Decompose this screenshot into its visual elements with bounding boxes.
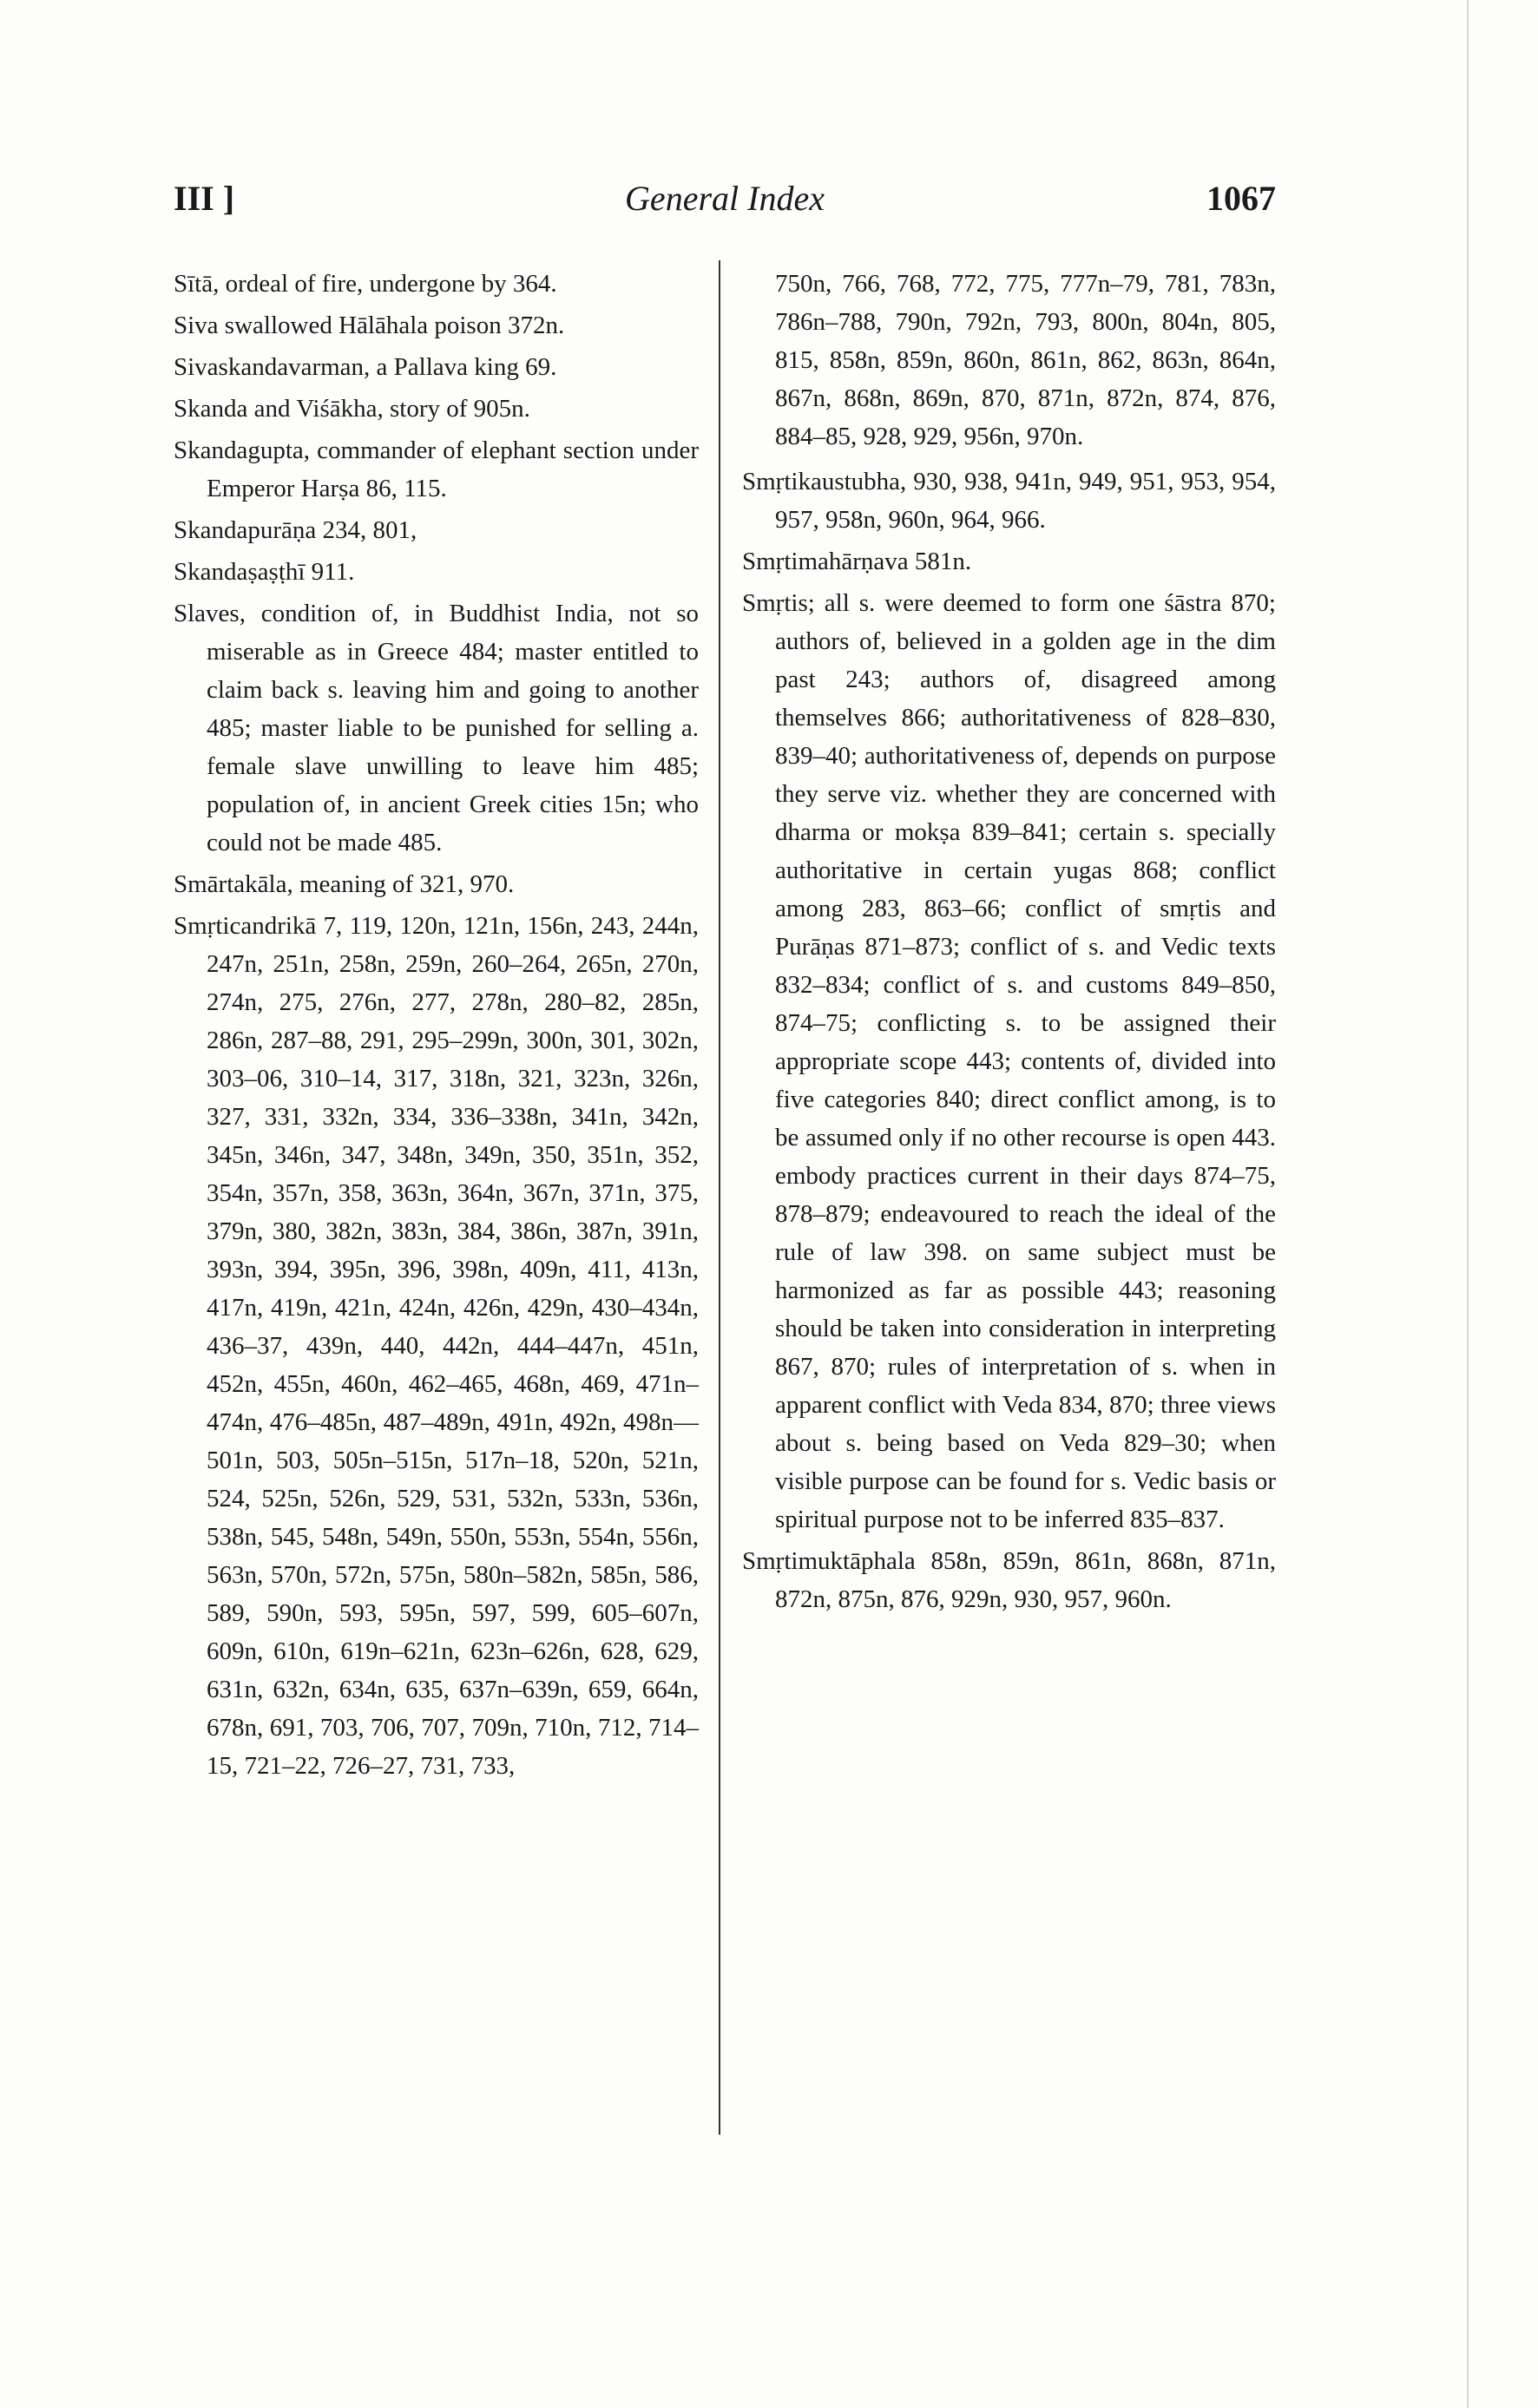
- index-entry: Smṛtimuktāphala 858n, 859n, 861n, 868n, 871n, 872n, 875n, 876, 929n, 930, 957, 960n.: [742, 1547, 1276, 1613]
- section-marker: III ]: [174, 179, 235, 218]
- page-title: General Index: [625, 179, 825, 218]
- index-entry-continuation: 750n, 766, 768, 772, 775, 777n–79, 781, 783n, 786n–788, 790n, 792n, 793, 800n, 804n, 805, 815, 858n, 859n, 860n, 861n, 862, 863n, 864n, 867n, 868n, 869n, 870, 871n, 872n, 874, 876, 884–85, 928, 929, 956n, 970n.: [775, 270, 1276, 450]
- index-entry: Sītā, ordeal of fire, undergone by 364.: [174, 270, 557, 298]
- index-entry: Smārtakāla, meaning of 321, 970.: [174, 870, 515, 898]
- index-entry: Skandagupta, commander of elephant section under Emperor Harṣa 86, 115.: [174, 436, 699, 502]
- index-entry: Smṛticandrikā 7, 119, 120n, 121n, 156n, 243, 244n, 247n, 251n, 258n, 259n, 260–264, 265n, 270n, 274n, 275, 276n, 277, 278n, 280–82, 285n, 286n, 287–88, 291, 295–299n, 300n, 301, 302n, 303–06, 310–14, 317, 318n, 321, 323n, 326n, 327, 331, 332n, 334, 336–338n, 341n, 342n, 345n, 346n, 347, 348n, 349n, 350, 351n, 352, 354n, 357n, 358, 363n, 364n, 367n, 371n, 375, 379n, 380, 382n, 383n, 384, 386n, 387n, 391n, 393n, 394, 395n, 396, 398n, 409n, 411, 413n, 417n, 419n, 421n, 424n, 426n, 429n, 430–434n, 436–37, 439n, 440, 442n, 444–447n, 451n, 452n, 455n, 460n, 462–465, 468n, 469, 471n–474n, 476–485n, 487–489n, 491n, 492n, 498n—501n, 503, 505n–515n, 517n–18, 520n, 521n, 524, 525n, 526n, 529, 531, 532n, 533n, 536n, 538n, 545, 548n, 549n, 550n, 553n, 554n, 556n, 563n, 570n, 572n, 575n, 580n–582n, 585n, 586, 589, 590n, 593, 595n, 597, 599, 605–607n, 609n, 610n, 619n–621n, 623n–626n, 628, 629, 631n, 632n, 634n, 635, 637n–639n, 659, 664n, 678n, 691, 703, 706, 707, 709n, 710n, 712, 714–15, 721–22, 726–27, 731, 733,: [174, 912, 699, 1780]
- left-column: [174, 265, 699, 1788]
- index-entry: Slaves, condition of, in Buddhist India, not so miserable as in Greece 484; master entitled to claim back s. leaving him and going to another 485; master liable to be punished for selling a. female slave unwilling to leave him 485; population of, in ancient Greek cities 15n; who could not be made 485.: [174, 600, 699, 856]
- running-header: [174, 178, 1276, 230]
- index-entry: Sivaskandavarman, a Pallava king 69.: [174, 353, 557, 381]
- index-entry: Smṛtis; all s. were deemed to form one śāstra 870; authors of, believed in a golden age in the dim past 243; authors of, disagreed among themselves 866; authoritativeness of 828–830, 839–40; authoritativeness of, depends on purpose they serve viz. whether they are concerned with dharma or mokṣa 839–841; certain s. specially authoritative in certain yugas 868; conflict among 283, 863–66; conflict of smṛtis and Purāṇas 871–873; conflict of s. and Vedic texts 832–834; conflict of s. and customs 849–850, 874–75; conflicting s. to be assigned their appropriate scope 443; contents of, divided into five categories 840; direct conflict among, is to be assumed only if no other recourse is open 443. embody practices current in their days 874–75, 878–879; endeavoured to reach the ideal of the rule of law 398. on same subject must be harmonized as far as possible 443; reasoning should be taken into consideration in interpreting 867, 870; rules of interpretation of s. when in apparent conflict with Veda 834, 870; three views about s. being based on Veda 829–30; when visible purpose can be found for s. Vedic basis or spiritual purpose not to be inferred 835–837.: [742, 589, 1276, 1533]
- index-entry: Skandapurāṇa 234, 801,: [174, 516, 417, 544]
- column-divider: [719, 260, 720, 2135]
- index-entry: Skanda and Viśākha, story of 905n.: [174, 395, 530, 423]
- index-entry: Smṛtimahārṇava 581n.: [742, 548, 972, 575]
- right-column: [742, 265, 1276, 1622]
- page-number: 1067: [1206, 179, 1276, 218]
- index-entry: Smṛtikaustubha, 930, 938, 941n, 949, 951, 953, 954, 957, 958n, 960n, 964, 966.: [742, 468, 1276, 534]
- scan-edge-line: [1467, 0, 1469, 2408]
- index-entry: Skandaṣaṣṭhī 911.: [174, 558, 355, 586]
- index-entry: Siva swallowed Hālāhala poison 372n.: [174, 312, 565, 339]
